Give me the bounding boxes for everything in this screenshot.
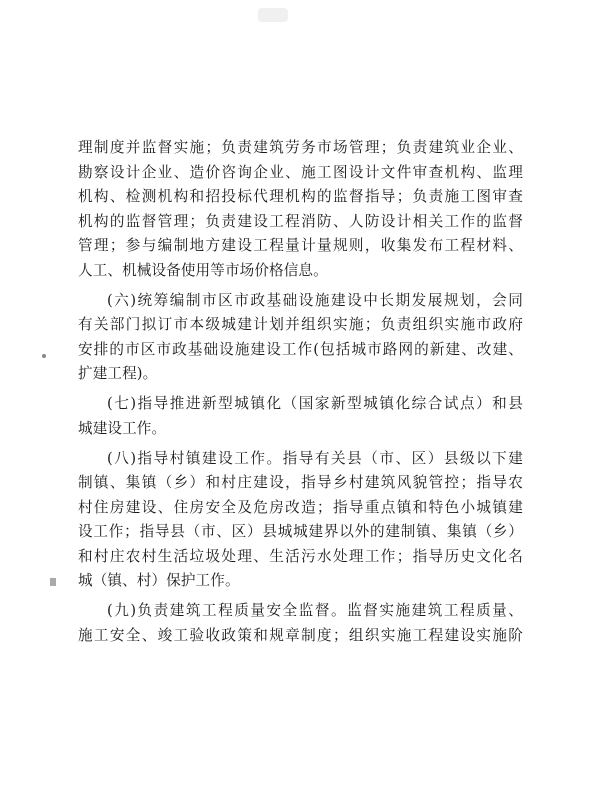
text-line: 设工作；指导县（市、区）县城城建界以外的建制镇、集镇（乡） [78,523,523,540]
text-line: (八)指导村镇建设工作。指导有关县（市、区）县级以下建 [107,449,523,467]
text-line: 理制度并监督实施；负责建筑劳务市场管理；负责建筑业企业、 [78,139,523,156]
text-line: 有关部门拟订市本级城建计划并组织实施；负责组织实施市政府 [78,316,523,333]
text-line: 机构、检测机构和招投标代理机构的监督指导；负责施工图审查 [78,188,523,205]
text-line: 人工、机械设备使用等市场价格信息。 [78,261,328,279]
document-body [78,136,523,648]
text-line: 管理；参与编制地方建设工程量计量规则，收集发布工程材料、 [78,237,523,254]
paragraph-continuation [78,136,523,283]
text-line: 机构的监督管理；负责建设工程消防、人防设计相关工作的监督 [78,212,523,230]
text-line: 安排的市区市政基础设施建设工作(包括城市路网的新建、改建、 [78,340,523,358]
text-line: 制镇、集镇（乡）和村庄建设，指导乡村建筑风貌管控；指导农 [78,474,523,491]
paragraph-item-6 [78,289,523,387]
paragraph-item-7 [78,392,523,441]
paragraph-item-9 [78,599,523,648]
text-line: (六)统筹编制市区市政基础设施建设中长期发展规划，会同 [107,291,523,309]
text-line: 和村庄农村生活垃圾处理、生活污水处理工作；指导历史文化名 [78,547,523,565]
scan-artifact [258,8,288,22]
text-line: (九)负责建筑工程质量安全监督。监督实施建筑工程质量、 [107,602,523,619]
text-line: 勘察设计企业、造价咨询企业、施工图设计文件审查机构、监理 [78,163,523,181]
scan-artifact [42,354,46,358]
text-line: 施工安全、竣工验收政策和规章制度；组织实施工程建设实施阶 [78,626,523,644]
text-line: 扩建工程)。 [78,365,158,382]
text-line: 村住房建设、住房安全及危房改造；指导重点镇和特色小城镇建 [78,498,523,516]
scan-artifact [50,578,56,586]
text-line: (七)指导推进新型城镇化（国家新型城镇化综合试点）和县 [107,395,523,412]
text-line: 城建设工作。 [78,419,167,437]
text-line: 城（镇、村）保护工作。 [78,572,240,589]
paragraph-item-8 [78,447,523,594]
